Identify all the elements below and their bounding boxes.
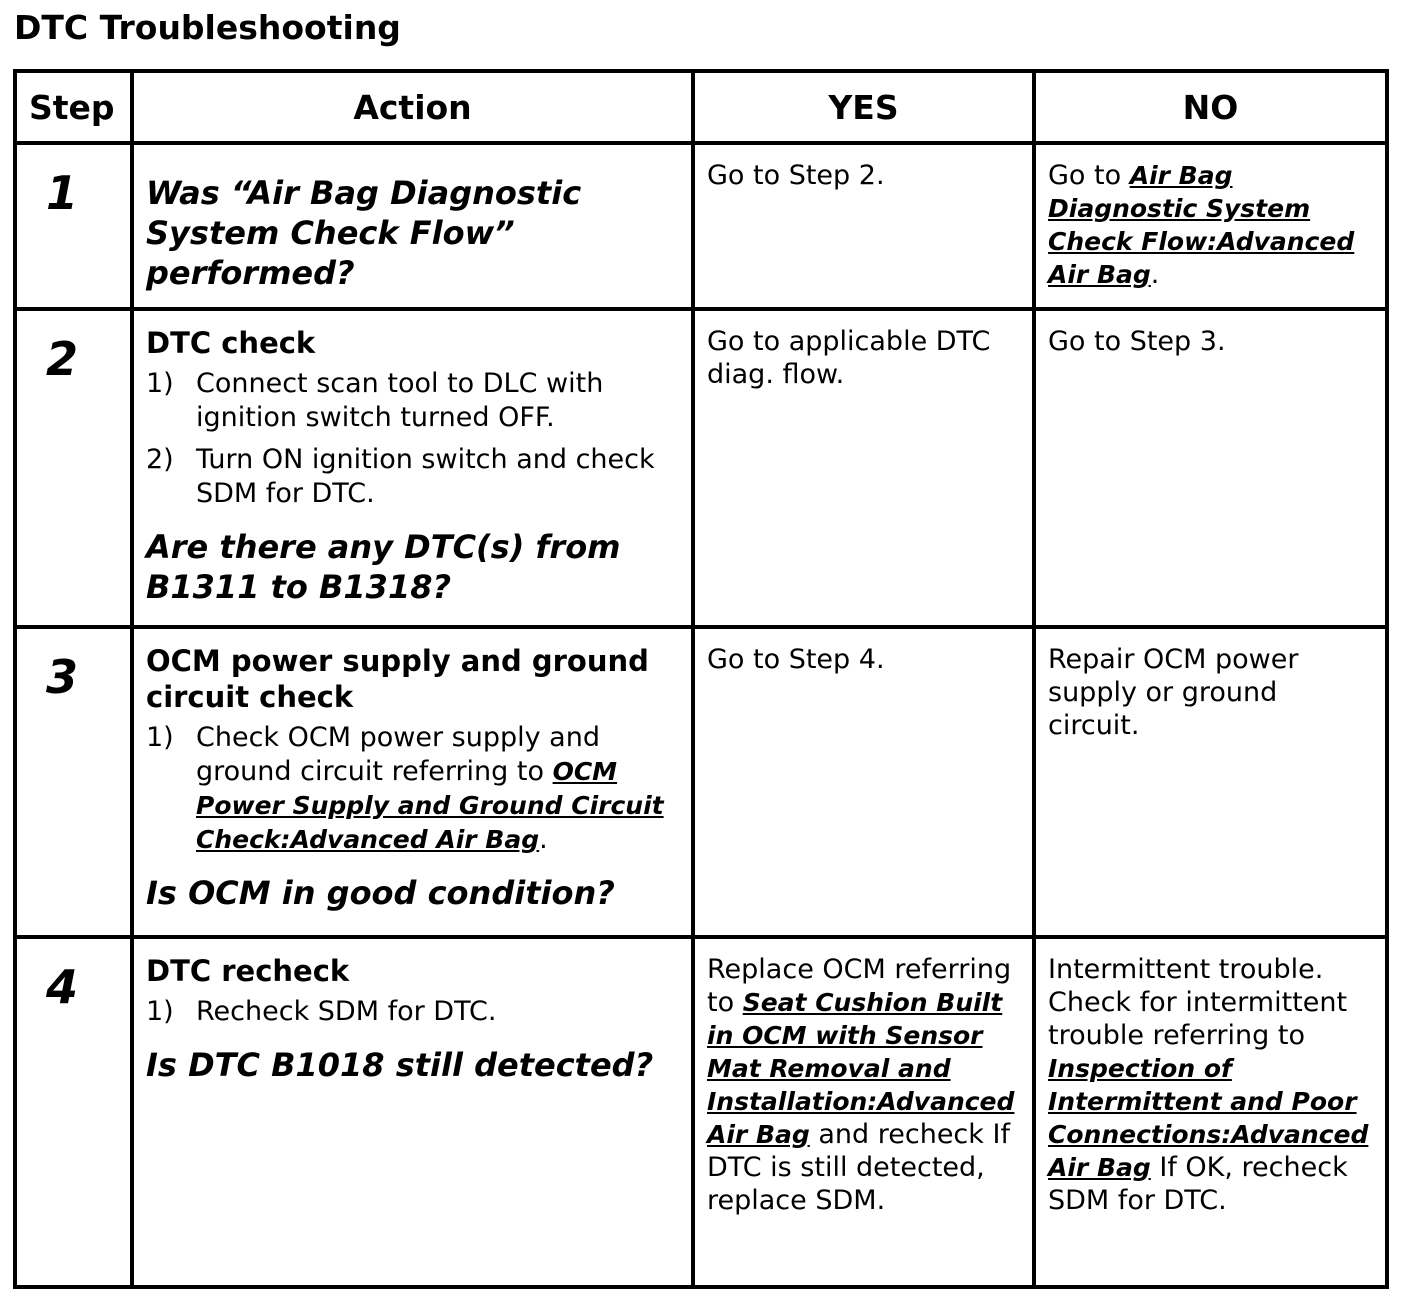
yes-text-suffix: and recheck If DTC is still detected, replace SDM. [707,1119,1010,1216]
action-cell [132,627,693,937]
no-text-suffix: If OK, recheck SDM for DTC. [1048,1152,1348,1216]
step-number: 2 [46,332,79,386]
step-question: Is DTC B1018 still detected? [146,1046,654,1084]
yes-cell [693,627,1034,937]
list-item [146,995,679,1029]
no-text-suffix: . [1150,259,1160,290]
yes-text: Go to applicable DTC diag. flow. [707,326,991,390]
no-text: Go to Step 3. [1048,326,1226,357]
step-cell [15,143,132,309]
item-text: Connect scan tool to DLC with ignition switch turned OFF. [196,368,604,433]
yes-text: Go to Step 4. [707,644,885,675]
no-text-prefix: Go to [1048,160,1130,191]
reference-link[interactable]: Inspection of Intermittent and Poor Connections:Advanced Air Bag [1048,1054,1369,1182]
no-text-prefix: Intermittent trouble. Check for intermittent trouble referring to [1048,954,1348,1051]
page-title: DTC Troubleshooting [14,8,401,47]
procedure-list [146,721,679,857]
item-text: Turn ON ignition switch and check SDM for DTC. [196,444,655,509]
table-row [15,309,1387,627]
table-row [15,143,1387,309]
item-number: 1) [146,722,174,753]
list-item [146,367,679,435]
step-number: 4 [46,960,79,1014]
no-cell [1034,143,1387,309]
header-step: Step [15,71,132,143]
yes-cell [693,143,1034,309]
list-item [146,721,679,857]
yes-cell [693,937,1034,1287]
header-no: NO [1034,71,1387,143]
procedure-list [146,995,679,1029]
item-number: 2) [146,444,174,475]
item-text-suffix: . [539,824,548,855]
step-question: Are there any DTC(s) from B1311 to B1318? [146,528,621,606]
table-row [15,937,1387,1287]
table-row [15,627,1387,937]
step-number: 3 [46,650,79,704]
step-cell [15,309,132,627]
procedure-list [146,367,679,511]
yes-text: Go to Step 2. [707,160,885,191]
step-cell [15,627,132,937]
step-question: Was “Air Bag Diagnostic System Check Flow” performed? [146,174,582,292]
step-question: Is OCM in good condition? [146,874,615,912]
header-action: Action [132,71,693,143]
no-cell [1034,309,1387,627]
no-cell [1034,937,1387,1287]
header-yes: YES [693,71,1034,143]
yes-text-prefix: Replace OCM referring to [707,954,1012,1018]
step-title: DTC recheck [146,954,350,988]
reference-link[interactable]: Seat Cushion Built in OCM with Sensor Mat Removal and Installation:Advanced Air Bag [707,988,1015,1149]
step-title: OCM power supply and ground circuit check [146,644,649,714]
item-text: Recheck SDM for DTC. [196,996,497,1027]
action-cell [132,143,693,309]
step-cell [15,937,132,1287]
reference-link[interactable]: OCM Power Supply and Ground Circuit Check:Advanced Air Bag [196,757,664,854]
yes-cell [693,309,1034,627]
no-text: Repair OCM power supply or ground circuit. [1048,644,1299,741]
reference-link[interactable]: Air Bag Diagnostic System Check Flow:Advanced Air Bag [1048,161,1355,289]
action-cell [132,309,693,627]
step-title: DTC check [146,326,316,360]
dtc-table [13,69,1389,1289]
action-cell [132,937,693,1287]
item-number: 1) [146,368,174,399]
item-text: Check OCM power supply and ground circuit referring to [196,722,600,787]
header-row [15,71,1387,143]
step-number: 1 [46,166,79,220]
no-cell [1034,627,1387,937]
item-number: 1) [146,996,174,1027]
list-item [146,443,679,511]
